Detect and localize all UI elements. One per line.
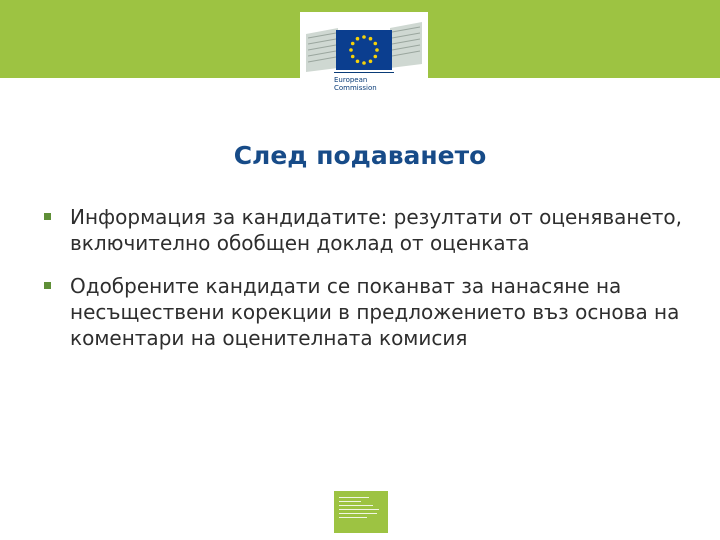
bullet-item bbox=[44, 273, 684, 351]
bullet-list bbox=[44, 204, 684, 368]
bullet-text: Информация за кандидатите: резултати от оценяването, включително обобщен доклад от оценката bbox=[70, 205, 683, 255]
bullet-item bbox=[44, 204, 684, 256]
footer-fine-print-icon bbox=[339, 497, 379, 521]
square-bullet-icon bbox=[44, 213, 51, 220]
bullet-text: Одобрените кандидати се поканват за нанасяне на несъществени корекции в предложението въз основа на коментари на оценителната комисия bbox=[70, 274, 680, 350]
european-commission-logo bbox=[300, 12, 428, 106]
footer-emblem bbox=[334, 491, 388, 533]
logo-text: European Commission bbox=[334, 76, 377, 92]
slide-title: След подаването bbox=[233, 141, 487, 170]
square-bullet-icon bbox=[44, 282, 51, 289]
